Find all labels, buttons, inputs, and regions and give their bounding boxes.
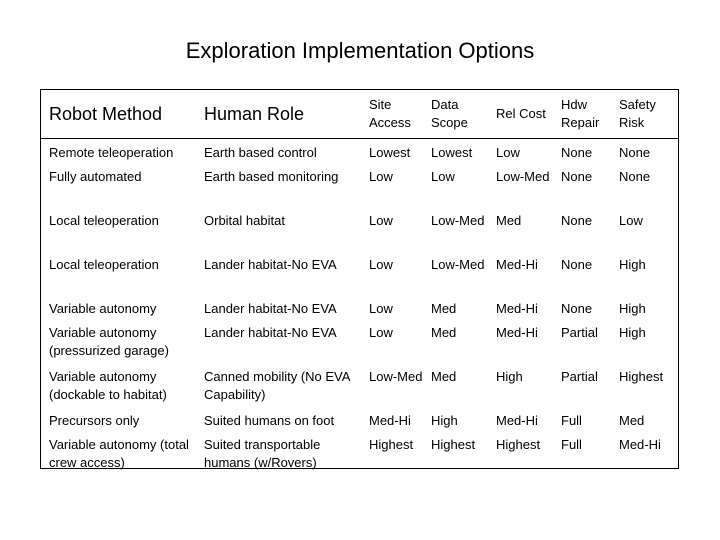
table-cell: Med bbox=[431, 325, 457, 340]
table-cell: Highest bbox=[619, 369, 664, 384]
table-cell: None bbox=[619, 169, 651, 184]
table-cell: Lowest bbox=[431, 145, 473, 160]
table-cell: Lander habitat-No EVA bbox=[204, 257, 337, 272]
table-cell: Earth based monitoring bbox=[204, 169, 339, 184]
table-cell: High bbox=[496, 369, 523, 384]
table-cell: Low bbox=[369, 213, 393, 228]
page-title: Exploration Implementation Options bbox=[185, 38, 535, 63]
table-cell: None bbox=[561, 301, 593, 316]
column-header: Hdw Repair bbox=[553, 90, 611, 139]
table-cell: Low bbox=[369, 257, 393, 272]
column-header: Data Scope bbox=[423, 90, 488, 139]
table-cell: Suited transportable humans (w/Rovers) bbox=[204, 437, 321, 470]
table-row bbox=[41, 139, 678, 164]
table-cell: Partial bbox=[561, 325, 598, 340]
table-cell: Orbital habitat bbox=[204, 213, 285, 228]
table-cell: Low-Med bbox=[369, 369, 423, 384]
table-cell: Med-Hi bbox=[496, 257, 538, 272]
table-cell: None bbox=[561, 213, 593, 228]
table-cell: Local teleoperation bbox=[49, 213, 159, 228]
table-cell: Lowest bbox=[369, 145, 411, 160]
table-cell: None bbox=[561, 145, 593, 160]
table-cell: Highest bbox=[369, 437, 414, 452]
table-cell: Highest bbox=[431, 437, 476, 452]
table-cell: Variable autonomy bbox=[49, 301, 157, 316]
options-table bbox=[40, 89, 679, 469]
table-cell: Low bbox=[431, 169, 455, 184]
table-cell: Low bbox=[619, 213, 643, 228]
table-cell: Low-Med bbox=[496, 169, 550, 184]
table-cell: Med-Hi bbox=[496, 413, 538, 428]
column-header: Site Access bbox=[361, 90, 423, 139]
column-header: Robot Method bbox=[41, 90, 196, 139]
table-cell: Low bbox=[369, 169, 393, 184]
table-cell: Med-Hi bbox=[496, 301, 538, 316]
table-row bbox=[41, 407, 678, 431]
table-cell: Low bbox=[369, 325, 393, 340]
table-cell: Variable autonomy (total crew access) bbox=[49, 437, 189, 470]
table-cell: Med bbox=[619, 413, 645, 428]
table-row bbox=[41, 295, 678, 319]
table-cell: Partial bbox=[561, 369, 598, 384]
table-cell: Low-Med bbox=[431, 257, 485, 272]
table-cell: Full bbox=[561, 413, 582, 428]
table-cell: Suited humans on foot bbox=[204, 413, 335, 428]
table-row bbox=[41, 207, 678, 251]
table-cell: Highest bbox=[496, 437, 541, 452]
table-cell: Precursors only bbox=[49, 413, 140, 428]
table-cell: Med-Hi bbox=[619, 437, 661, 452]
header-row bbox=[41, 90, 678, 139]
table-row bbox=[41, 251, 678, 295]
table-cell: High bbox=[619, 325, 646, 340]
table-cell: Remote teleoperation bbox=[49, 145, 174, 160]
table-cell: Lander habitat-No EVA bbox=[204, 301, 337, 316]
table-cell: Med-Hi bbox=[369, 413, 411, 428]
table-cell: Low-Med bbox=[431, 213, 485, 228]
table-cell: High bbox=[431, 413, 458, 428]
table-cell: Low bbox=[369, 301, 393, 316]
table-cell: Med bbox=[496, 213, 522, 228]
table-row bbox=[41, 363, 678, 407]
column-header: Human Role bbox=[196, 90, 361, 139]
table-cell: Lander habitat-No EVA bbox=[204, 325, 337, 340]
table-cell: Fully automated bbox=[49, 169, 142, 184]
table-row bbox=[41, 319, 678, 363]
table-cell: Full bbox=[561, 437, 582, 452]
table-cell: Med bbox=[431, 301, 457, 316]
table-cell: None bbox=[619, 145, 651, 160]
table-row bbox=[41, 431, 678, 475]
table-cell: High bbox=[619, 301, 646, 316]
table-row bbox=[41, 163, 678, 207]
table-cell: Med bbox=[431, 369, 457, 384]
table-cell: Earth based control bbox=[204, 145, 317, 160]
table-cell: Canned mobility (No EVA Capability) bbox=[204, 369, 350, 402]
table-cell: Variable autonomy (pressurized garage) bbox=[49, 325, 169, 358]
table-cell: Low bbox=[496, 145, 520, 160]
table-cell: None bbox=[561, 169, 593, 184]
table-cell: Med-Hi bbox=[496, 325, 538, 340]
table-cell: Variable autonomy (dockable to habitat) bbox=[49, 369, 167, 402]
table-cell: Local teleoperation bbox=[49, 257, 159, 272]
column-header: Safety Risk bbox=[611, 90, 678, 139]
table-cell: None bbox=[561, 257, 593, 272]
column-header: Rel Cost bbox=[488, 90, 553, 139]
table-cell: High bbox=[619, 257, 646, 272]
